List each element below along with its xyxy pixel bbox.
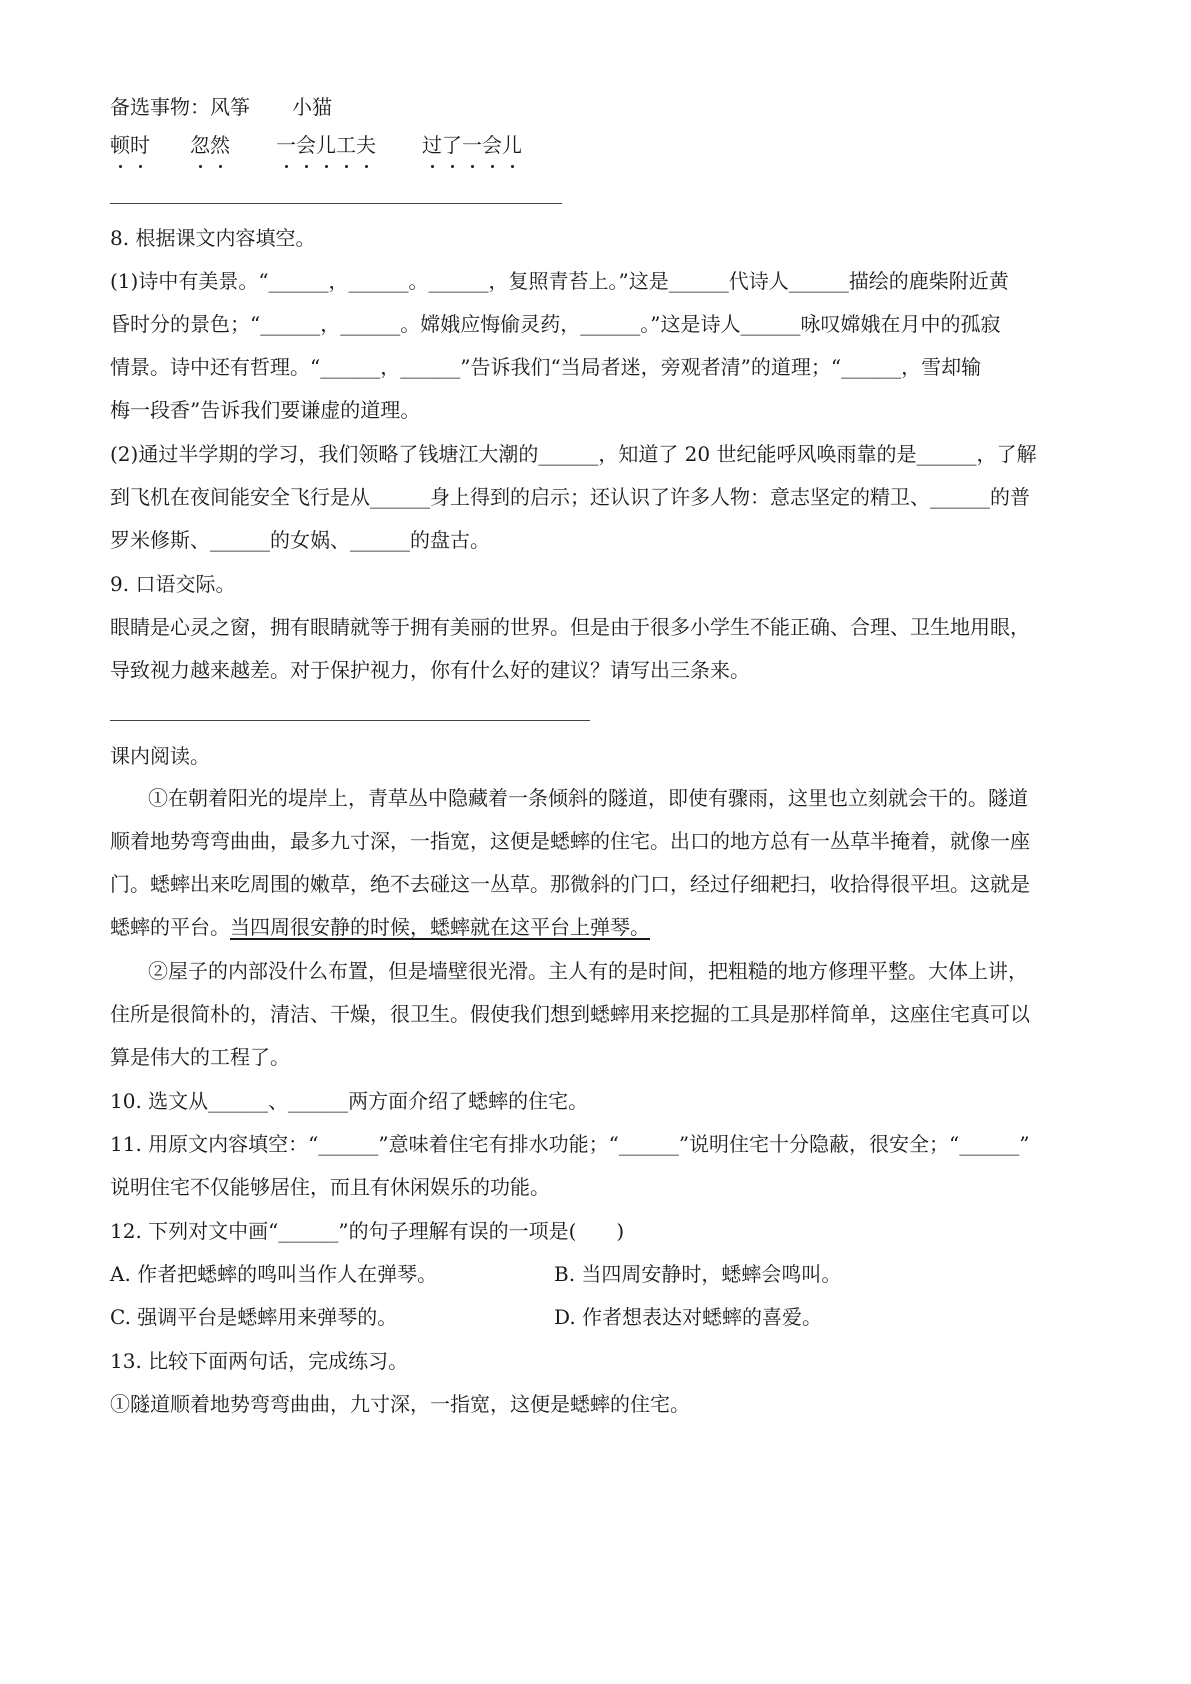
q8-part2-line3: 罗米修斯、______的女娲、______的盘古。 — [110, 528, 490, 552]
passage-text: 蟋蟀的平台。 — [110, 915, 230, 939]
q12-option-c: C. 强调平台是蟋蟀用来弹琴的。 — [110, 1305, 398, 1329]
emphasis-char: 顿 — [110, 133, 130, 157]
emphasis-char: 一 — [462, 133, 482, 157]
emphasis-char: 忽 — [190, 133, 210, 157]
q12-option-d: D. 作者想表达对蟋蟀的喜爱。 — [554, 1305, 823, 1329]
candidate-item-kitten: 小猫 — [292, 95, 332, 119]
question-10: 10. 选文从______、______两方面介绍了蟋蟀的住宅。 — [110, 1089, 589, 1113]
emphasis-char: 夫 — [356, 133, 376, 157]
q9-prompt-line2: 导致视力越来越差。对于保护视力，你有什么好的建议？请写出三条来。 — [110, 658, 750, 682]
word-guole-yihuier — [422, 133, 522, 157]
q8-part1-line3: 情景。诗中还有哲理。“______，______”告诉我们“当局者迷，旁观者清”的道理；“______，雪却输 — [110, 355, 982, 379]
question-12: 12. 下列对文中画“______”的句子理解有误的一项是( ) — [110, 1219, 625, 1243]
question-13-title: 13. 比较下面两句话，完成练习。 — [110, 1349, 409, 1373]
question-8-title: 8. 根据课文内容填空。 — [110, 226, 316, 250]
question-11-line1: 11. 用原文内容填空：“______”意味着住宅有排水功能；“______”说明住宅十分隐蔽，很安全；“______” — [110, 1132, 1030, 1156]
candidate-items-label: 备选事物：风筝 — [110, 95, 250, 119]
q8-part1-line2: 昏时分的景色；“______，______。嫦娥应悔偷灵药，______。”这是诗人______咏叹嫦娥在月中的孤寂 — [110, 312, 1001, 336]
q8-part2-line1: (2)通过半学期的学习，我们领略了钱塘江大潮的______，知道了 20 世纪能呼风唤雨靠的是______，了解 — [110, 442, 1037, 466]
emphasis-char: 过 — [422, 133, 442, 157]
passage-para1-line4 — [110, 913, 1113, 941]
passage-para2-line2: 住所是很简朴的，清洁、干燥，很卫生。假使我们想到蟋蟀用来挖掘的工具是那样简单，这座住宅真可以 — [110, 1002, 1030, 1026]
emphasis-char: 时 — [130, 133, 150, 157]
word-dunshi — [110, 133, 150, 157]
passage-para1-line2: 顺着地势弯弯曲曲，最多九寸深，一指宽，这便是蟋蟀的住宅。出口的地方总有一丛草半掩着，就像一座 — [110, 829, 1030, 853]
q12-option-b: B. 当四周安静时，蟋蟀会鸣叫。 — [554, 1262, 842, 1286]
passage-para1-line3: 门。蟋蟀出来吃周围的嫩草，绝不去碰这一丛草。那微斜的门口，经过仔细耙扫，收拾得很平坦。这就是 — [110, 872, 1030, 896]
emphasis-char: 会 — [482, 133, 502, 157]
candidate-items-line — [110, 93, 1113, 121]
passage-para1-line1: ①在朝着阳光的堤岸上，青草丛中隐藏着一条倾斜的隧道，即使有骤雨，这里也立刻就会干的。隧道 — [148, 786, 1028, 810]
q8-part1-line4: 梅一段香”告诉我们要谦虚的道理。 — [110, 398, 421, 422]
q12-option-a: A. 作者把蟋蟀的鸣叫当作人在弹琴。 — [110, 1262, 438, 1286]
passage-para2-line3: 算是伟大的工程了。 — [110, 1045, 290, 1069]
answer-line-2 — [110, 720, 590, 721]
q9-prompt-line1: 眼睛是心灵之窗，拥有眼睛就等于拥有美丽的世界。但是由于很多小学生不能正确、合理、卫生地用眼， — [110, 615, 1030, 639]
passage-para2-line1: ②屋子的内部没什么布置，但是墙壁很光滑。主人有的是时间，把粗糙的地方修理平整。大体上讲， — [148, 959, 1028, 983]
word-huran — [190, 133, 230, 157]
answer-line-1 — [110, 203, 562, 204]
reading-section-title: 课内阅读。 — [110, 744, 210, 768]
emphasis-char: 会 — [296, 133, 316, 157]
q8-part2-line2: 到飞机在夜间能安全飞行是从______身上得到的启示；还认识了许多人物：意志坚定的精卫、______的普 — [110, 485, 1030, 509]
q8-part1-line1: (1)诗中有美景。“______，______。______，复照青苔上。”这是______代诗人______描绘的鹿柴附近黄 — [110, 269, 1009, 293]
emphasis-char: 一 — [276, 133, 296, 157]
emphasis-char: 儿 — [502, 133, 522, 157]
emphasis-char: 了 — [442, 133, 462, 157]
emphasis-char: 然 — [210, 133, 230, 157]
question-9-title: 9. 口语交际。 — [110, 572, 236, 596]
emphasis-char: 儿 — [316, 133, 336, 157]
underlined-sentence: 当四周很安静的时候，蟋蟀就在这平台上弹琴。 — [230, 915, 650, 939]
q13-sentence-1: ①隧道顺着地势弯弯曲曲，九寸深，一指宽，这便是蟋蟀的住宅。 — [110, 1392, 690, 1416]
question-11-line2: 说明住宅不仅能够居住，而且有休闲娱乐的功能。 — [110, 1175, 550, 1199]
candidate-words-line — [110, 131, 1113, 159]
word-yihuier-gongfu — [276, 133, 376, 157]
emphasis-char: 工 — [336, 133, 356, 157]
